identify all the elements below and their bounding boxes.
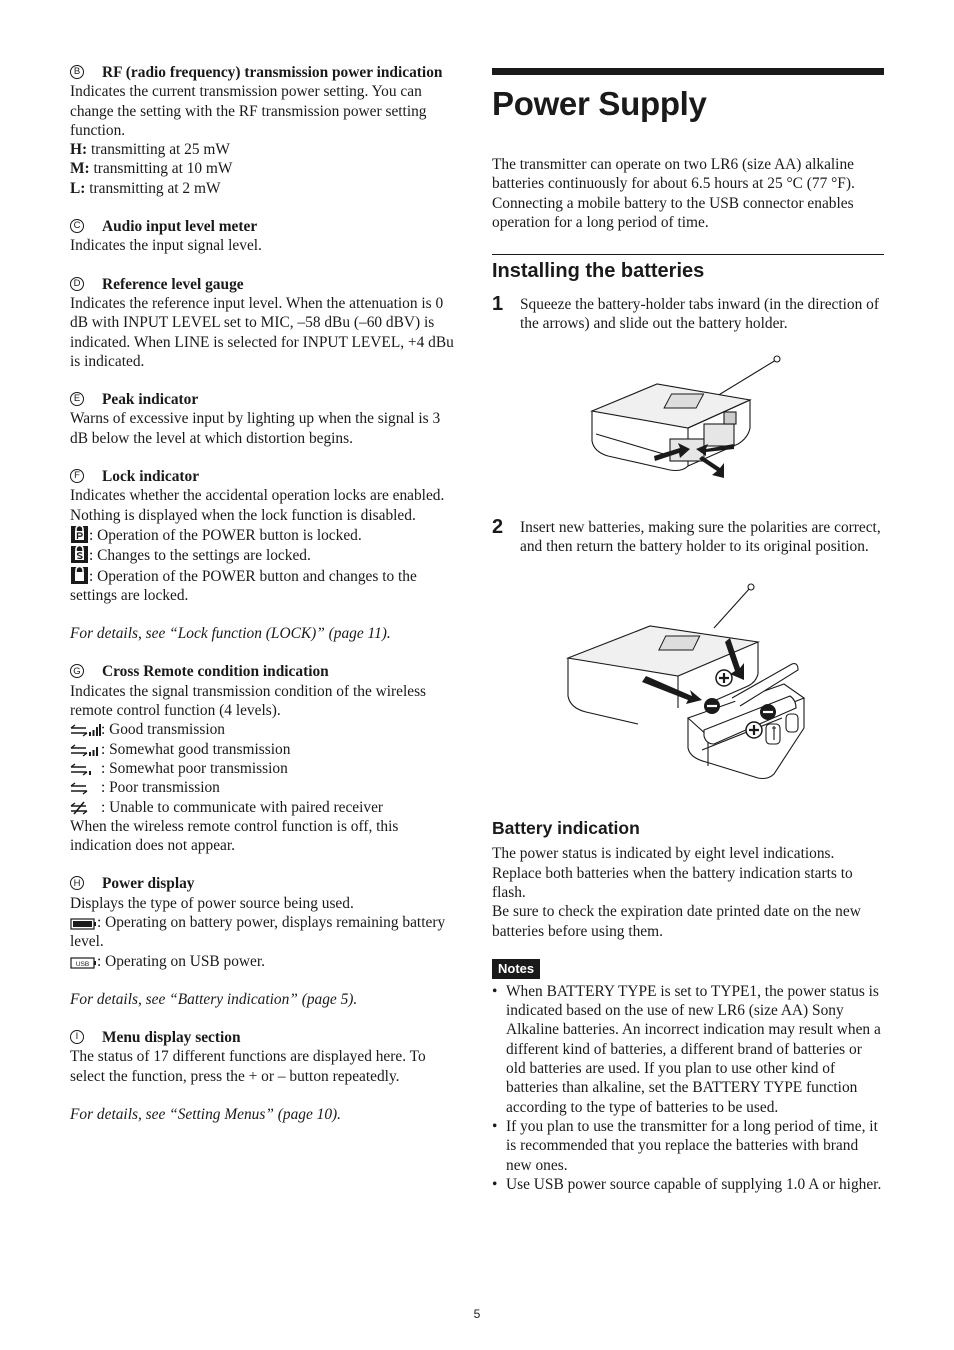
circled-marker: D <box>70 277 84 291</box>
level-value: transmitting at 10 mW <box>89 160 233 178</box>
item-body: Indicates the signal transmission condition of the wireless remote control function (4 levels). <box>70 682 427 720</box>
step-1 <box>492 295 884 334</box>
lock-item-text: : Operation of the POWER button is locked. <box>89 526 362 544</box>
item-audio-meter <box>70 217 462 256</box>
bullet-icon: • <box>492 982 498 1000</box>
item-title: Reference level gauge <box>102 275 244 293</box>
power-lock-icon <box>70 525 89 543</box>
step-2 <box>492 515 884 557</box>
signal-somewhat-good-icon <box>70 743 101 757</box>
item-title: Menu display section <box>102 1029 241 1047</box>
page-title: Power Supply <box>492 85 707 122</box>
item-note: When the wireless remote control function is off, this indication does not appear. <box>70 817 399 855</box>
settings-lock-icon <box>70 545 89 563</box>
item-cross-remote <box>70 662 462 855</box>
intro-paragraph: The transmitter can operate on two LR6 (size AA) alkaline batteries continuously for about 6.5 hours at 25 °C (77 °F). Connecting a mobile battery to the USB connector enables operation for a long period of time. <box>492 156 855 231</box>
battery-paragraph: Be sure to check the expiration date printed date on the new batteries before using them. <box>492 903 861 940</box>
item-body: Indicates the reference input level. When the attenuation is 0 dB with INPUT LEVEL set to MIC, –58 dBu (–60 dBV) is indicated. When LINE is selected for INPUT LEVEL, +4 dBu is indicated. <box>70 294 454 370</box>
level-key: L: <box>70 179 86 197</box>
level-text: : Somewhat poor transmission <box>101 759 288 777</box>
item-body: The status of 17 different functions are displayed here. To select the function, press the + or – button repeatedly. <box>70 1048 426 1085</box>
note-item <box>492 1175 884 1194</box>
item-body: Indicates whether the accidental operation locks are enabled. Nothing is displayed when the lock function is disabled. <box>70 487 445 524</box>
item-body: Indicates the input signal level. <box>70 237 262 255</box>
signal-somewhat-poor-icon <box>70 762 101 776</box>
item-peak-indicator <box>70 390 462 448</box>
level-key: M: <box>70 160 90 178</box>
usb-icon-label: USB <box>75 960 90 968</box>
item-body: Displays the type of power source being used. <box>70 894 354 912</box>
step-text: Squeeze the battery-holder tabs inward (in the direction of the arrows) and slide out the battery holder. <box>520 296 879 333</box>
usb-icon <box>70 957 97 969</box>
circled-marker: G <box>70 664 84 678</box>
item-power-display <box>70 874 462 970</box>
item-title: Power display <box>102 875 195 893</box>
circled-marker: H <box>70 876 84 890</box>
item-reference-gauge <box>70 275 462 371</box>
note-item <box>492 982 884 1117</box>
section-rule <box>492 254 884 255</box>
power-text: : Operating on battery power, displays remaining battery level. <box>70 913 446 951</box>
item-body: Indicates the current transmission power setting. You can change the setting with the RF transmission power setting function. <box>70 83 427 139</box>
circled-marker: C <box>70 219 84 233</box>
battery-indication-title: Battery indication <box>492 818 640 839</box>
signal-good-icon <box>70 723 101 737</box>
cross-reference: For details, see “Battery indication” (page 5). <box>70 990 358 1008</box>
circled-marker: I <box>70 1030 84 1044</box>
signal-poor-icon <box>70 781 101 795</box>
circled-marker: F <box>70 469 84 483</box>
circled-marker: B <box>70 65 84 79</box>
bullet-icon: • <box>492 1175 498 1193</box>
bullet-icon: • <box>492 1117 498 1135</box>
lock-item-text: : Operation of the POWER button and changes to the settings are locked. <box>70 567 417 604</box>
item-title: Lock indicator <box>102 468 200 486</box>
title-rule <box>492 68 884 75</box>
battery-icon <box>70 918 97 930</box>
battery-holder-removal-illustration <box>492 348 884 498</box>
power-text: : Operating on USB power. <box>97 952 265 970</box>
item-body: Warns of excessive input by lighting up when the signal is 3 dB below the level at which distortion begins. <box>70 410 441 447</box>
note-text: If you plan to use the transmitter for a long period of time, it is recommended that you replace the batteries with brand new ones. <box>506 1117 878 1174</box>
level-text: : Somewhat good transmission <box>101 740 291 758</box>
right-column <box>492 68 884 1194</box>
step-text: Insert new batteries, making sure the polarities are correct, and then return the battery holder to its original position. <box>520 518 881 556</box>
all-lock-icon <box>70 566 89 584</box>
level-text: : Good transmission <box>101 721 225 739</box>
step-number: 2 <box>492 515 504 538</box>
note-text: When BATTERY TYPE is set to TYPE1, the power status is indicated based on the use of new LR6 (size AA) Sony Alkaline batteries. An incorrect indication may result when a different kind of batteries, a different brand of batteries or old batteries are used. If you plan to use other kind of batteries than alkaline, set the BATTERY TYPE function according to the type of batteries to be used. <box>506 982 881 1116</box>
item-title: Audio input level meter <box>102 218 258 236</box>
step-number: 1 <box>492 293 504 316</box>
item-lock-indicator <box>70 467 462 605</box>
page-number: 5 <box>473 1307 481 1321</box>
battery-insertion-illustration <box>492 578 884 788</box>
left-column <box>70 63 462 1143</box>
note-item <box>492 1117 884 1175</box>
cross-reference: For details, see “Setting Menus” (page 10). <box>70 1106 342 1124</box>
item-title: Cross Remote condition indication <box>102 663 329 681</box>
item-title: Peak indicator <box>102 391 199 409</box>
level-value: transmitting at 25 mW <box>87 141 230 159</box>
item-title: RF (radio frequency) transmission power indication <box>102 64 443 81</box>
lock-item-text: : Changes to the settings are locked. <box>89 547 311 565</box>
circled-marker: E <box>70 392 84 406</box>
level-key: H: <box>70 141 88 159</box>
battery-paragraph: The power status is indicated by eight level indications. Replace both batteries when the battery indication starts to flash. <box>492 845 853 901</box>
level-value: transmitting at 2 mW <box>85 179 221 197</box>
item-rf-indication <box>70 63 462 198</box>
signal-unable-icon <box>70 801 101 815</box>
level-text: : Unable to communicate with paired receiver <box>101 798 384 816</box>
item-menu-display <box>70 1028 462 1086</box>
notes-label: Notes <box>492 959 540 979</box>
section-title: Installing the batteries <box>492 260 705 283</box>
note-text: Use USB power source capable of supplying 1.0 A or higher. <box>506 1175 882 1193</box>
cross-reference: For details, see “Lock function (LOCK)” (page 11). <box>70 625 391 643</box>
notes-list <box>492 982 884 1194</box>
level-text: : Poor transmission <box>101 779 220 797</box>
